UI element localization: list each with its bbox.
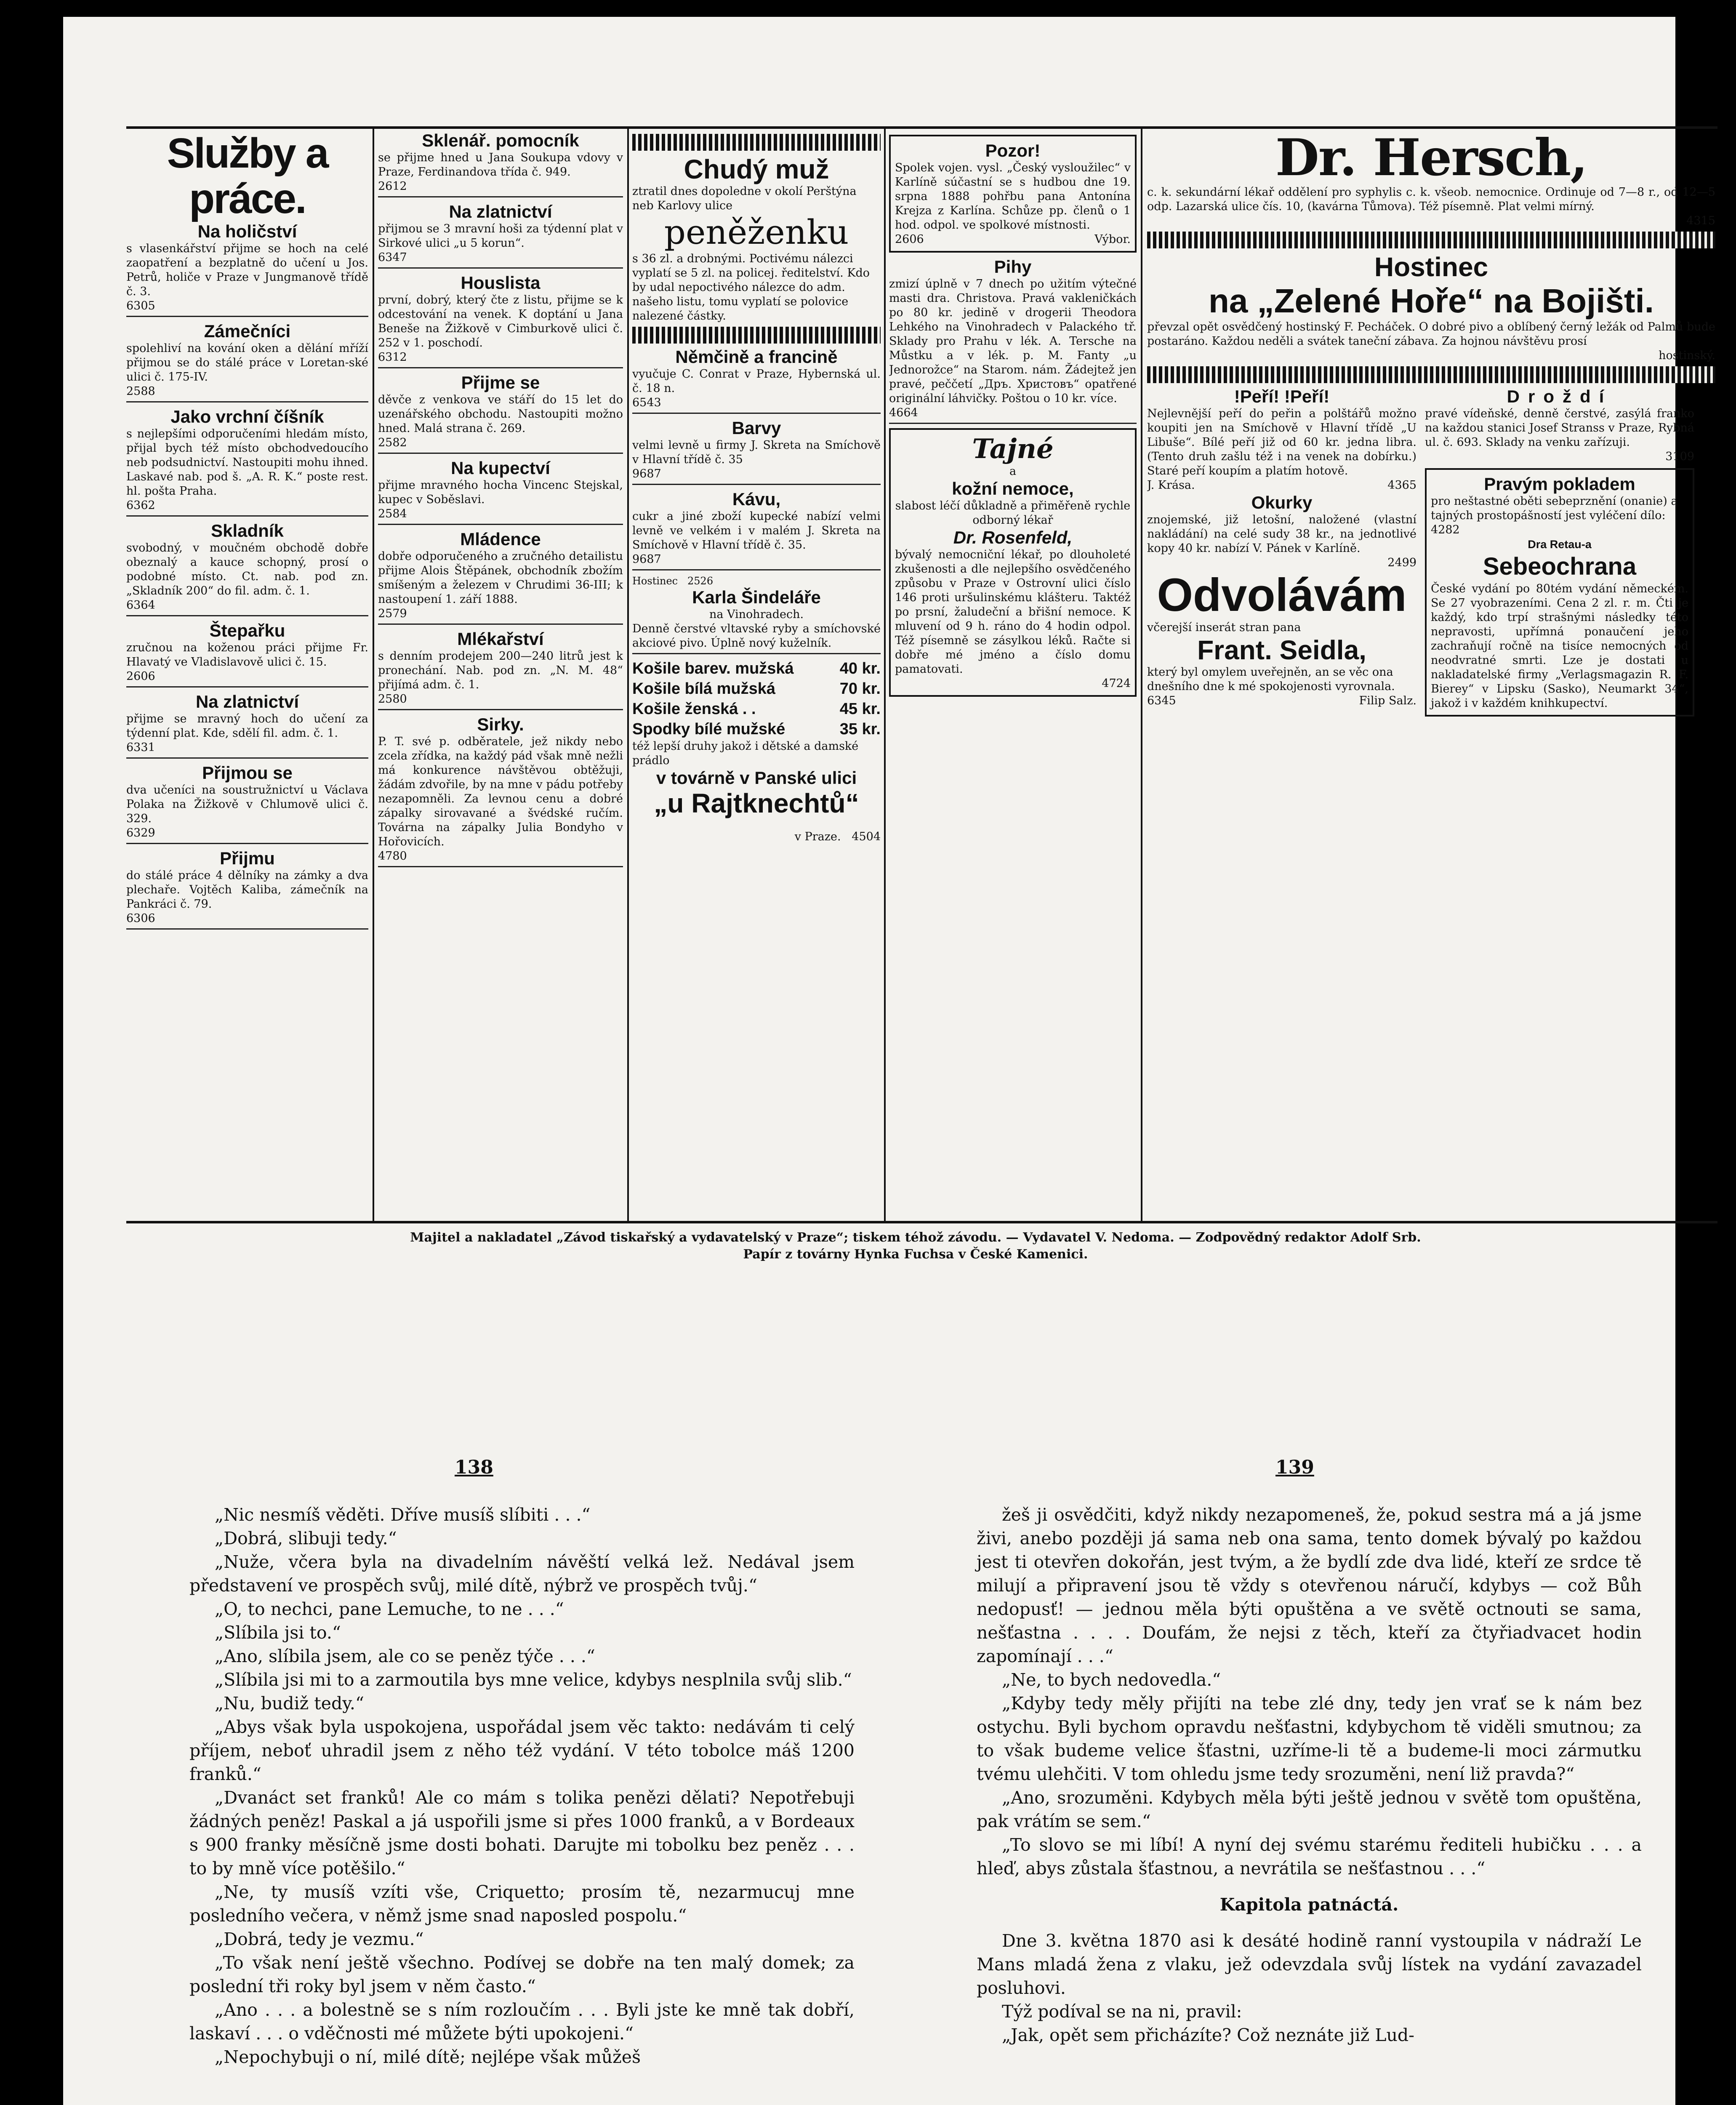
factory-line: v továrně v Panské ulici — [656, 768, 857, 788]
col1-ad — [126, 321, 368, 402]
col1-ad-title: Štepařku — [209, 621, 285, 640]
col1-ad-text: přijme se mravný hoch do učení za týdenní plat. Kde, sdělí fil. adm. č. 1. — [126, 712, 368, 740]
inn-sindelar-ad — [632, 575, 881, 654]
inn-num: 2526 — [687, 575, 714, 587]
book-paragraph: „Ano . . . a bolestně se s ním rozloučím . . . Byli jste ke mně tak dobří, laskaví . . . o vděčnosti mé můžete býti upokojeni.“ — [189, 2000, 855, 2044]
book-paragraph: „Slíbila jsi mi to a zarmoutila bys mne velice, kdybys nesplnila svůj slib.“ — [215, 1670, 852, 1690]
book-paragraph: „Ne, to bych nedovedla.“ — [1002, 1670, 1221, 1690]
col1-ad — [126, 221, 368, 317]
lost-intro: ztratil dnes dopoledne v okolí Perštýna neb Karlovy ulice — [632, 185, 857, 212]
inn-label: Hostinec — [632, 575, 678, 587]
shirt-text: též lepší druhy jakož i dětské a damské prádlo — [632, 740, 859, 767]
col2-ad-num: 2579 — [378, 607, 407, 620]
secret-text1: slabost léčí důkladně a přiměřeně rychle odborný lékař — [895, 499, 1131, 527]
factory-place: v Praze. — [794, 830, 841, 843]
col1-ad — [126, 621, 368, 687]
revoke-text1: včerejší inserát stran pana — [1147, 621, 1301, 634]
inn-green-title: Hostinec — [1374, 252, 1488, 282]
col1-ad-title: Jako vrchní číšník — [170, 407, 324, 426]
decor-bars — [632, 134, 881, 151]
col2-ad-title: Sirky. — [477, 714, 524, 734]
peri-num: 4365 — [1387, 479, 1416, 492]
col2-ad-text: první, dobrý, který čte z listu, přijme se k odcestování na venek. K doptání u Jana Beneše na Žižkově v Cimburkově ulici č. 252 v 1. poschodí. — [378, 293, 623, 349]
col2-ad-num: 6312 — [378, 351, 407, 364]
book-paragraph: „To slovo se mi líbí! A nyní dej svému starému řediteli hubičku . . . a hleď, abys zůstala šťastnou, a nevrátila se nešťastnou . . .“ — [977, 1835, 1642, 1879]
col2-ad-title: Na kupectví — [451, 458, 550, 478]
col1-ad — [126, 763, 368, 844]
col1-ad-text: spolehliví na kování oken a dělání mříží přijmou se do stálé práce v Loretan-ské ulici č. 175-IV. — [126, 342, 368, 384]
book-paragraph: „Dobrá, tedy je vezmu.“ — [215, 1929, 424, 1949]
book-paragraph: „To však není ještě všechno. Podívej se dobře na ten malý domek; za poslední tři roky byl jsem v něm často.“ — [189, 1953, 855, 1996]
shirt-row — [632, 679, 881, 699]
col2-ad-text: přijmou se 3 mravní hoši za týdenní plat v Sirkové ulici „u 5 korun“. — [378, 222, 623, 250]
peri-title: !Peří! !Peří! — [1234, 386, 1330, 406]
shirt-label: Košile bílá mužská — [632, 680, 776, 698]
book-page-right — [977, 1503, 1642, 2047]
book-paragraph: „Slíbila jsi to.“ — [215, 1623, 341, 1643]
imprint-line-2: Papír z továrny Hynka Fuchsa v České Kamenici. — [743, 1247, 1088, 1262]
col-divider-1 — [373, 126, 374, 1221]
col1-ad-text: dva učeníci na soustružnictví u Václava Polaka na Žižkově v Chlumově ulici č. 329. — [126, 783, 368, 825]
col2-ad-title: Mládence — [460, 529, 541, 549]
col1-ad-num: 2588 — [126, 385, 155, 398]
inn-text: Denně čerstvé vltavské ryby a smíchovské akciové pivo. Úplně nový kuželník. — [632, 622, 881, 650]
col1-ad — [126, 848, 368, 930]
page-number-left: 138 — [455, 1457, 493, 1478]
column-lost-found — [632, 131, 881, 1225]
lost-ads — [632, 347, 881, 570]
notice-text: Spolek vojen. vysl. „Český vysloužilec“ v Karlíně súčastní se s hudbou dne 19. srpna 1888 pohřbu pana Antonína Krejza z Karlína. Schůze pp. členů o 1 hod. odpol. ve spolkové místnosti. — [895, 161, 1131, 232]
decor-bars-3 — [1147, 232, 1715, 248]
factory-num: 4504 — [852, 830, 881, 843]
treasure-by: Dra Retau-a — [1528, 538, 1592, 551]
col2-ad-title: Sklenář. pomocník — [422, 131, 579, 150]
inn-green-name: na „Zelené Hoře“ na Bojišti. — [1208, 282, 1654, 320]
col2-ad-num: 2584 — [378, 507, 407, 520]
inn-green-text: převzal opět osvědčený hostinský F. Pecháček. O dobré pivo a oblíbený černý ležák od Palmů bude postaráno. Každou neděli a svátek taneční zábava. Za hojnou návštěvu prosí — [1147, 320, 1715, 348]
book-paragraph: „Jak, opět sem přicházíte? Což neznáte již Lud- — [1002, 2025, 1414, 2045]
col3-ad-num: 9687 — [632, 553, 661, 566]
book-paragraph: Týž podíval se na ni, pravil: — [1002, 2001, 1242, 2022]
drozdi-text: pravé vídeňské, denně čerstvé, zasýlá franko na každou stanici Josef Stranss v Praze, Rybná ul. č. 693. Sklady na venku zařízuji. — [1425, 407, 1694, 449]
col2-ad — [378, 202, 623, 269]
book-paragraph: „O, to nechci, pane Lemuche, to ne . . .“ — [215, 1599, 564, 1619]
decor-bars-4 — [1147, 366, 1715, 383]
services-header: Služby a práce. — [167, 131, 328, 222]
col3-ad-text: cukr a jiné zboží kupecké nabízí velmi levně ve velkém i v malém J. Skreta na Smíchově v Hlavní třídě č. 35. — [632, 510, 881, 552]
shirt-row — [632, 699, 881, 719]
book-paragraph: „Nu, budiž tedy.“ — [215, 1693, 364, 1713]
col1-ad-num: 6364 — [126, 599, 155, 612]
pihy-ad — [889, 257, 1137, 424]
col-divider-4 — [1141, 126, 1142, 1221]
chapter-title: Kapitola patnáctá. — [1219, 1894, 1399, 1915]
lost-text: s 36 zl. a drobnými. Poctivému nálezci vyplatí se 5 zl. na policej. ředitelství. Kdo by udal nepoctivého nálezce do adm. našeho listu, tomu vyplatí se polovice nalezené částky. — [632, 252, 870, 322]
col3-ad — [632, 489, 881, 570]
col2-ad-title: Přijme se — [461, 373, 540, 392]
treasure-text2: České vydání po 80tém vydání německém. Se 27 vyobrazeními. Cena 2 zl. r. m. Čti je každý, kdo trpí strašnými následky této nepravosti, upřímná ponaučení jeho zachraňují ročně na tisíce nemocných od neodvratné smrti. Lze je dostati u nakladatelské firmy „Verlagsmagazin R. F. Bierey“ v Lipsku (Sasko), Neumarkt 34“, jakož i v každém knihkupectví. — [1431, 582, 1688, 710]
col1-ad-num: 2606 — [126, 670, 155, 683]
col2-ad — [378, 458, 623, 525]
col1-ad-num: 6329 — [126, 826, 155, 839]
column-jobs — [378, 131, 623, 1225]
decor-bars-2 — [632, 327, 881, 344]
secret-disease-ad — [889, 428, 1137, 697]
hersch-num: 4315 — [1686, 214, 1715, 227]
secret-title: Tajné — [972, 433, 1054, 465]
book-paragraph: „Nepochybuji o ní, milé dítě; nejlépe však můžeš — [215, 2047, 641, 2067]
inn-name: Karla Šindeláře — [692, 587, 821, 607]
col1-ad-title: Na zlatnictví — [195, 692, 299, 711]
imprint-line-1: Majitel a nakladatel „Závod tiskařský a vydavatelský v Praze“; tiskem téhož závodu. — Vydavatel V. Nedoma. — Zodpovědný redaktor Adolf Srb. — [410, 1230, 1421, 1245]
okurky-num: 2499 — [1387, 556, 1416, 569]
book-paragraph: „Dvanáct set franků! Ale co mám s tolika penězi dělati? Nepotřebuji žádných peněz! Paskal a já uspořili jsme si přes 1000 franků, a v Bordeaux s 900 franky měsíčně jsme dosti bohati. Darujte mi tobolku bez peněz . . . to by mně více potěšilo.“ — [189, 1788, 855, 1879]
drozdi-num: 3109 — [1665, 450, 1694, 463]
col2-ad-text: s denním prodejem 200—240 litrů jest k pronechání. Nab. pod zn. „N. M. 48“ přijímá adm. č. 1. — [378, 650, 623, 691]
treasure-title: Pravým pokladem — [1484, 474, 1635, 494]
book-page-left — [189, 1503, 855, 2069]
page-number-right: 139 — [1275, 1457, 1314, 1478]
book-paragraph: „Ano, srozuměni. Kdybych měla býti ještě jednou v světě tom opuštěna, pak vrátím se sem.“ — [977, 1788, 1642, 1831]
col2-ad-title: Mlékařství — [457, 629, 544, 649]
top-rule — [126, 126, 1717, 129]
okurky-text: znojemské, již letošní, naložené (vlastní nakládání) na celé sudy 38 kr., na jednotlivé kopy 40 kr. nabízí V. Pánek v Karlíně. — [1147, 513, 1416, 555]
inn-place: na Vinohradech. — [709, 608, 804, 621]
col2-ad-text: P. T. své p. odběratele, jež nikdy nebo zcela zřídka, na každý pád však mně nežli má konkurence návštěvou obtěžuji, žádám zdvořile, by na mne v pádu potřeby nezapomněli. Za levnou cenu a dobré zápalky sirovavané a švédské ručím. Továrna na zápalky Julia Bondyho v Hořovicích. — [378, 735, 623, 848]
inn-green-sign: hostinský. — [1659, 349, 1715, 362]
revoke-text2: který byl omylem uveřejněn, an se věc ona dnešního dne k mé spokojenosti vyrovnala. — [1147, 666, 1395, 693]
shirt-row — [632, 658, 881, 679]
col3-ad-title: Němčině a francině — [675, 347, 838, 367]
treasure-book: Sebeochrana — [1483, 553, 1637, 580]
shirt-price-list — [632, 658, 881, 739]
shirt-price: 45 kr. — [839, 700, 881, 718]
col3-ad-num: 6543 — [632, 396, 661, 409]
secret-sub: kožní nemoce, — [952, 479, 1074, 498]
col2-ad-num: 2580 — [378, 693, 407, 706]
revoke-sign: Filip Salz. — [1359, 694, 1416, 707]
peri-sign: J. Krása. — [1147, 479, 1195, 492]
secret-a: a — [1009, 465, 1017, 478]
lost-title: Chudý muž — [684, 154, 829, 184]
col1-ad-text: s vlasenkářství přijme se hoch na celé zaopatření a bezplatně do učení u Jos. Petrů, holiče v Praze v Jungmanově třídě č. 3. — [126, 242, 368, 298]
col2-ad — [378, 629, 623, 710]
pihy-text: zmizí úplně v 7 dnech po užitím výtečné masti dra. Christova. Pravá vakleničkách po 80 kr. jedině v drogerii Theodora Lehkého na Vinohradech v Palackého tř. Sklady pro Prahu v lék. A. Tersche na Můstku a v lék. p. M. Fanty „u Jednorožce“ na Starom. nám. Žádejtež jen pravé, peččetí „Дръ. Христовъ“ opatřené originální láhvičky. Poštou o 10 kr. více. — [889, 277, 1137, 405]
col2-ad — [378, 273, 623, 368]
lost-word: peněženku — [664, 213, 849, 252]
book-paragraph: Dne 3. května 1870 asi k desáté hodině ranní vystoupila v nádraží Le Mans mladá žena z vlaku, jež odevzdala svůj lístek na vydání zavazadel posluhovi. — [977, 1931, 1642, 1998]
col2-ad-text: přijme mravného hocha Vincenc Stejskal, kupec v Soběslavi. — [378, 479, 623, 506]
pihy-title: Pihy — [994, 257, 1032, 277]
book-paragraph: „Kdyby tedy měly přijíti na tebe zlé dny, tedy jen vrať se k nám bez ostychu. Byli bychom opravdu nešťastni, kdybychom tě viděli smutnou; za to však budeme velice šťastni, uzříme-li tě a budeme-li moci zármutku tvému ulehčiti. V tom ohledu jsme tedy srozuměni, není liž pravda?“ — [977, 1693, 1642, 1784]
hersch-brand: Dr. Hersch, — [1275, 131, 1587, 187]
col1-ad-text: svobodný, v moučném obchodě dobře obeznalý a kauce schopný, prosí o podobné místo. Ct. nab. pod zn. „Skladník 200“ do fil. adm. č. 1. — [126, 541, 368, 597]
secret-num: 4724 — [1102, 677, 1131, 690]
pihy-num: 4664 — [889, 406, 918, 419]
col1-ad — [126, 692, 368, 759]
col1-ad-text: do stálé práce 4 dělníky na zámky a dva plechaře. Vojtěch Kaliba, zámečník na Pankráci č. 79. — [126, 869, 368, 911]
treasure-ad — [1425, 468, 1694, 717]
services-ads — [126, 221, 368, 930]
col3-ad-title: Kávu, — [732, 489, 781, 509]
shirt-price: 35 kr. — [839, 720, 881, 738]
book-paragraph: „Nuže, včera byla na divadelním návěští velká lež. Nedával jsem představení ve prospěch svůj, milé dítě, nýbrž ve prospěch tvůj.“ — [189, 1552, 855, 1596]
col2-ad — [378, 529, 623, 625]
page-sheet — [63, 17, 1715, 2105]
column-doctor — [1147, 131, 1715, 1225]
factory-name: „u Rajtknechtů“ — [654, 788, 859, 818]
secret-doctor: Dr. Rosenfeld, — [953, 528, 1073, 547]
col2-ad-num: 2582 — [378, 436, 407, 449]
shirt-price: 70 kr. — [839, 680, 881, 698]
col3-ad-text: velmi levně u firmy J. Skreta na Smíchově v Hlavní třídě č. 35 — [632, 439, 881, 466]
shirt-label: Spodky bílé mužské — [632, 720, 785, 738]
notice-num: 2606 — [895, 233, 924, 246]
col1-ad-title: Přijmu — [220, 848, 275, 868]
revoke-name: Frant. Seidla, — [1197, 635, 1366, 665]
book-paragraph: „Nic nesmíš věděti. Dříve musíš slíbiti . . .“ — [215, 1505, 591, 1525]
shirt-row — [632, 719, 881, 739]
col3-ad-text: vyučuje C. Conrat v Praze, Hybernská ul. č. 18 n. — [632, 368, 881, 395]
col2-ad-num: 4780 — [378, 850, 407, 863]
col2-ad-title: Houslista — [461, 273, 541, 293]
book-paragraph: žeš ji osvědčiti, když nikdy nezapomeneš, že, pokud sestra má a já jsme živi, anebo později já sama neb ona sama, tento domek bývalý po každou jest ti otevřen dokořán, jest tvým, a že bydlí zde dva lidé, kteří ze srdce tě milují a připravení jsou tě vždy s otevřenou náručí, kdybys — což Bůh nedopusť! — jednou měla býti opuštěna a ve světě octnouti se sama, nešťastna . . . . Doufám, že nejsi z těch, kteří za čtyřiadvacet hodin zapomínají . . .“ — [977, 1505, 1642, 1666]
imprint — [168, 1229, 1663, 1263]
col3-ad — [632, 418, 881, 485]
col1-ad-text: s nejlepšími odporučeními hledám místo, přijal bych též místo obchodvedoucího neb podsudnictví. Nastoupiti mohu ihned. Laskavé nab. pod š. „A. R. K.“ poste rest. hl. pošta Praha. — [126, 427, 368, 498]
col2-ad-num: 2612 — [378, 180, 407, 193]
okurky-title: Okurky — [1251, 493, 1313, 512]
col2-ad-text: dobře odporučeného a zručného detailistu přijme Alois Štěpánek, obchodník zbožím smíšeným a železem v Chrudimi 36-III; k nastoupení 1. září 1888. — [378, 550, 623, 606]
col2-ad-title: Na zlatnictví — [449, 202, 552, 221]
col-divider-2 — [627, 126, 629, 1221]
col2-ad-num: 6347 — [378, 251, 407, 264]
notice-sign: Výbor. — [1094, 233, 1131, 246]
hersch-text: c. k. sekundární lékař oddělení pro syphylis c. k. všeob. nemocnice. Ordinuje od 7—8 r., od 12—5 odp. Lazarská ulice čís. 10, (kavárna Tůmova). Též písemně. Plat velmi mírný. — [1147, 186, 1715, 213]
revoke-title: Odvolávám — [1157, 569, 1407, 621]
col2-ad-text: se přijme hned u Jana Soukupa vdovy v Praze, Ferdinandova třída č. 949. — [378, 151, 623, 179]
col3-ad-title: Barvy — [732, 418, 781, 438]
col2-ad — [378, 373, 623, 454]
col1-ad-title: Přijmou se — [202, 763, 293, 783]
col1-ad-num: 6306 — [126, 912, 155, 925]
col3-ad — [632, 347, 881, 414]
col2-ad — [378, 714, 623, 867]
shirt-price: 40 kr. — [839, 660, 881, 677]
book-paragraph: „Ne, ty musíš vzíti vše, Criquetto; prosím tě, nezarmucuj mne posledního večera, v němž jsme snad naposled pospolu.“ — [189, 1882, 855, 1926]
shirt-label: Košile ženská . . — [632, 700, 756, 718]
col1-ad-num: 6305 — [126, 299, 155, 312]
col1-ad-num: 6331 — [126, 741, 155, 754]
notice-box — [889, 135, 1137, 253]
col-divider-3 — [884, 126, 886, 1221]
book-paragraph: „Abys však byla uspokojena, uspořádal jsem věc takto: nedávám ti celý příjem, neboť uhradil jsem z něho též vydání. V této tobolce máš 1200 franků.“ — [189, 1717, 855, 1784]
peri-text: Nejlevnější peří do peřin a polštářů možno koupiti jen na Smíchově v Hlavní třídě „U Libuše“. Bílé peří již od 60 kr. jedna libra. (Tento druh zašlu též i na venek na dobírku.) Staré peří koupím a platím hotově. — [1147, 407, 1416, 477]
jobs-ads — [378, 131, 623, 867]
col1-ad-title: Na holičství — [197, 221, 297, 241]
column-notices — [889, 131, 1137, 1225]
col1-ad-title: Zámečníci — [204, 321, 291, 341]
col3-ad-num: 9687 — [632, 467, 661, 480]
treasure-text: pro neštastné oběti sebeprznění (onanie) a tajných prostopášností jest vyléčení dílo: 4282 — [1431, 495, 1678, 536]
col2-ad-text: děvče z venkova ve stáří do 15 let do uzenářského obchodu. Nastoupiti možno hned. Malá strana č. 269. — [378, 393, 623, 435]
drozdi-title: Droždí — [1507, 386, 1613, 406]
secret-text2: bývalý nemocniční lékař, po dlouholeté zkušenosti a dle nejlepšího osvědčeného způsobu v Praze v Ostrovní ulici číslo 146 proti uršulinskému klášteru. Taktéž po prsní, žaludeční a břišní nemoce. K mluvení od 9 h. ráno do 4 hodin odpol. Též písemně se zásylkou léků. Račte si dobře mé jméno a číslo domu pamatovati. — [895, 548, 1131, 676]
shirt-label: Košile barev. mužská — [632, 660, 794, 677]
col1-ad-num: 6362 — [126, 499, 155, 512]
col2-ad — [378, 131, 623, 197]
revoke-num: 6345 — [1147, 694, 1176, 707]
book-paragraph: „Dobrá, slibuji tedy.“ — [215, 1528, 397, 1548]
col1-ad — [126, 521, 368, 616]
col1-ad — [126, 407, 368, 517]
col1-ad-text: zručnou na koženou práci přijme Fr. Hlavatý ve Vladislavově ulici č. 15. — [126, 641, 368, 669]
col1-ad-title: Skladník — [211, 521, 284, 541]
book-paragraph: „Ano, slíbila jsem, ale co se peněz týče . . .“ — [215, 1646, 595, 1666]
notice-title: Pozor! — [985, 141, 1041, 160]
column-services — [126, 131, 368, 1225]
